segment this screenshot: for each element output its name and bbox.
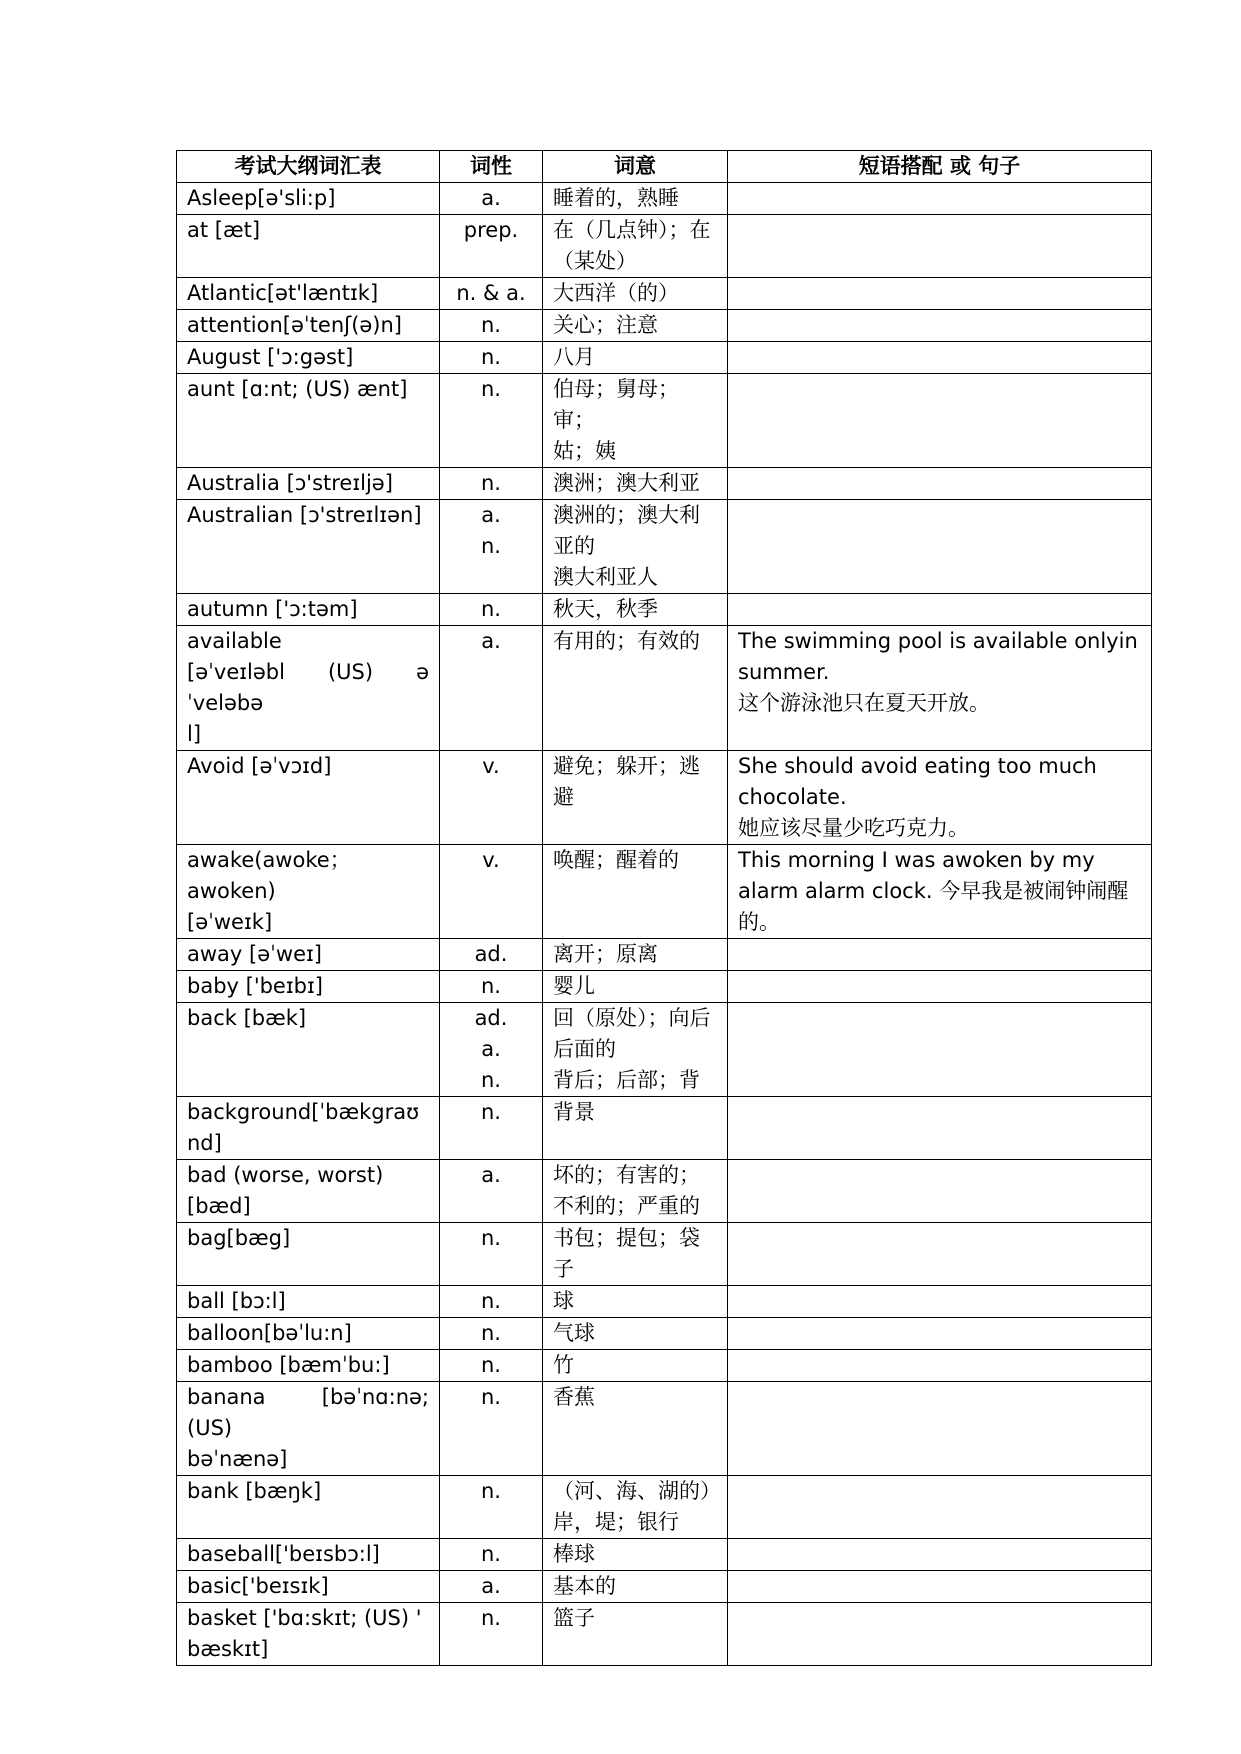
word-cell-line: background[ˈbækgraʊ bbox=[187, 1100, 420, 1124]
table-row bbox=[177, 1003, 1152, 1097]
phrase-cell bbox=[728, 1382, 1152, 1476]
part-of-speech-cell-line: n. bbox=[481, 313, 501, 337]
phrase-cell-line: chocolate. bbox=[738, 785, 847, 809]
table-row bbox=[177, 1476, 1152, 1539]
word-cell-line: bad (worse, worst) bbox=[187, 1163, 384, 1187]
table-row bbox=[177, 278, 1152, 310]
table-row bbox=[177, 1160, 1152, 1223]
table-row bbox=[177, 183, 1152, 215]
part-of-speech-cell-line: n. bbox=[481, 1068, 501, 1092]
phrase-cell bbox=[728, 342, 1152, 374]
meaning-cell-line: 子 bbox=[553, 1257, 574, 1281]
meaning-cell bbox=[543, 1318, 728, 1350]
meaning-cell-line: 大西洋（的） bbox=[553, 281, 679, 305]
meaning-cell bbox=[543, 971, 728, 1003]
meaning-cell-line: 球 bbox=[553, 1289, 574, 1313]
word-cell-line: bamboo [bæmˈbu:] bbox=[187, 1353, 390, 1377]
meaning-cell-line: 基本的 bbox=[553, 1574, 616, 1598]
word-cell bbox=[177, 1603, 440, 1666]
word-cell bbox=[177, 342, 440, 374]
meaning-cell-line: 坏的；有害的； bbox=[553, 1163, 700, 1187]
meaning-cell bbox=[543, 594, 728, 626]
meaning-cell-line: 回（原处）；向后 bbox=[553, 1006, 711, 1030]
word-cell-line: [bæd] bbox=[187, 1194, 251, 1218]
word-cell bbox=[177, 1318, 440, 1350]
word-cell bbox=[177, 1097, 440, 1160]
part-of-speech-cell bbox=[440, 751, 543, 845]
meaning-cell-line: （某处） bbox=[553, 249, 637, 273]
part-of-speech-cell-line: a. bbox=[481, 1574, 501, 1598]
part-of-speech-cell bbox=[440, 1571, 543, 1603]
word-cell-line: bæskɪt] bbox=[187, 1637, 269, 1661]
part-of-speech-cell bbox=[440, 594, 543, 626]
meaning-cell bbox=[543, 1539, 728, 1571]
part-of-speech-cell bbox=[440, 1350, 543, 1382]
part-of-speech-cell bbox=[440, 310, 543, 342]
vocabulary-table bbox=[176, 150, 1152, 1666]
phrase-cell bbox=[728, 1097, 1152, 1160]
table-header-row bbox=[177, 151, 1152, 183]
part-of-speech-cell-line: n. bbox=[481, 1542, 501, 1566]
meaning-cell bbox=[543, 374, 728, 468]
meaning-cell-line: 棒球 bbox=[553, 1542, 595, 1566]
meaning-cell bbox=[543, 1286, 728, 1318]
phrase-cell-line: This morning I was awoken by my bbox=[738, 848, 1095, 872]
part-of-speech-cell-line: a. bbox=[481, 503, 501, 527]
phrase-cell bbox=[728, 215, 1152, 278]
word-cell bbox=[177, 500, 440, 594]
part-of-speech-cell bbox=[440, 1382, 543, 1476]
word-cell-line: awake(awoke；awoken) bbox=[187, 848, 351, 903]
meaning-cell bbox=[543, 1223, 728, 1286]
part-of-speech-cell bbox=[440, 626, 543, 751]
phrase-cell bbox=[728, 594, 1152, 626]
part-of-speech-cell bbox=[440, 1223, 543, 1286]
meaning-cell-line: 避免；躲开；逃 bbox=[553, 754, 700, 778]
meaning-cell bbox=[543, 1097, 728, 1160]
header-part-of-speech: 词性 bbox=[440, 151, 543, 183]
table-row bbox=[177, 342, 1152, 374]
table-row bbox=[177, 1382, 1152, 1476]
part-of-speech-cell bbox=[440, 1318, 543, 1350]
phrase-cell bbox=[728, 845, 1152, 939]
phrase-cell bbox=[728, 1571, 1152, 1603]
phrase-cell-line: alarm alarm clock. 今早我是被闹钟闹醒 bbox=[738, 879, 1129, 903]
part-of-speech-cell-line: a. bbox=[481, 629, 501, 653]
part-of-speech-cell-line: n. bbox=[481, 1321, 501, 1345]
meaning-cell-line: 篮子 bbox=[553, 1606, 595, 1630]
meaning-cell bbox=[543, 278, 728, 310]
part-of-speech-cell bbox=[440, 183, 543, 215]
word-cell-line: [əˈveɪləbl (US) əˈveləbə bbox=[187, 660, 429, 715]
header-word: 考试大纲词汇表 bbox=[177, 151, 440, 183]
meaning-cell bbox=[543, 1476, 728, 1539]
part-of-speech-cell bbox=[440, 342, 543, 374]
table-row bbox=[177, 1603, 1152, 1666]
word-cell-line: at [æt] bbox=[187, 218, 261, 242]
part-of-speech-cell bbox=[440, 468, 543, 500]
part-of-speech-cell bbox=[440, 845, 543, 939]
word-cell-line: Australian [ɔ'streɪlɪən] bbox=[187, 503, 422, 527]
phrase-cell bbox=[728, 751, 1152, 845]
phrase-cell bbox=[728, 1003, 1152, 1097]
part-of-speech-cell bbox=[440, 1003, 543, 1097]
part-of-speech-cell-line: n. bbox=[481, 1226, 501, 1250]
part-of-speech-cell bbox=[440, 1286, 543, 1318]
word-cell bbox=[177, 626, 440, 751]
word-cell bbox=[177, 1476, 440, 1539]
phrase-cell bbox=[728, 1603, 1152, 1666]
meaning-cell bbox=[543, 468, 728, 500]
word-cell bbox=[177, 751, 440, 845]
phrase-cell-line: She should avoid eating too much bbox=[738, 754, 1097, 778]
word-cell-line: available bbox=[187, 629, 282, 653]
phrase-cell bbox=[728, 500, 1152, 594]
part-of-speech-cell bbox=[440, 278, 543, 310]
part-of-speech-cell-line: n. & a. bbox=[456, 281, 526, 305]
table-row bbox=[177, 751, 1152, 845]
table-row bbox=[177, 1350, 1152, 1382]
meaning-cell bbox=[543, 939, 728, 971]
phrase-cell bbox=[728, 468, 1152, 500]
word-cell bbox=[177, 1160, 440, 1223]
meaning-cell bbox=[543, 1003, 728, 1097]
part-of-speech-cell-line: n. bbox=[481, 974, 501, 998]
table-row bbox=[177, 1097, 1152, 1160]
meaning-cell-line: （河、海、湖的） bbox=[553, 1479, 721, 1503]
meaning-cell-line: 亚的 bbox=[553, 534, 595, 558]
part-of-speech-cell-line: n. bbox=[481, 1289, 501, 1313]
meaning-cell-line: 香蕉 bbox=[553, 1385, 595, 1409]
word-cell bbox=[177, 1382, 440, 1476]
phrase-cell bbox=[728, 626, 1152, 751]
word-cell bbox=[177, 594, 440, 626]
phrase-cell bbox=[728, 183, 1152, 215]
table-row bbox=[177, 215, 1152, 278]
word-cell-line: Asleep[ə'sli:p] bbox=[187, 186, 336, 210]
part-of-speech-cell bbox=[440, 1476, 543, 1539]
part-of-speech-cell-line: n. bbox=[481, 377, 501, 401]
meaning-cell bbox=[543, 845, 728, 939]
part-of-speech-cell-line: n. bbox=[481, 534, 501, 558]
word-cell-line: ball [bɔ:l] bbox=[187, 1289, 286, 1313]
meaning-cell-line: 澳洲的；澳大利 bbox=[553, 503, 700, 527]
word-cell-line: baby ['beɪbɪ] bbox=[187, 974, 323, 998]
word-cell-line: back [bæk] bbox=[187, 1006, 307, 1030]
phrase-cell bbox=[728, 278, 1152, 310]
word-cell bbox=[177, 468, 440, 500]
phrase-cell bbox=[728, 1476, 1152, 1539]
vocabulary-table-body bbox=[177, 183, 1152, 1666]
word-cell bbox=[177, 1571, 440, 1603]
table-row bbox=[177, 310, 1152, 342]
table-row bbox=[177, 468, 1152, 500]
word-cell-line: attention[əˈtenʃ(ə)n] bbox=[187, 313, 403, 337]
word-cell-line: l] bbox=[187, 722, 202, 746]
word-cell bbox=[177, 215, 440, 278]
table-row bbox=[177, 374, 1152, 468]
meaning-cell-line: 伯母；舅母；审； bbox=[553, 377, 679, 432]
meaning-cell bbox=[543, 1382, 728, 1476]
phrase-cell-line: The swimming pool is available onlyin bbox=[738, 629, 1138, 653]
word-cell-line: August ['ɔ:gəst] bbox=[187, 345, 354, 369]
meaning-cell-line: 背景 bbox=[553, 1100, 595, 1124]
meaning-cell-line: 背后；后部；背 bbox=[553, 1068, 700, 1092]
meaning-cell-line: 有用的；有效的 bbox=[553, 629, 700, 653]
part-of-speech-cell-line: n. bbox=[481, 1479, 501, 1503]
part-of-speech-cell-line: a. bbox=[481, 1163, 501, 1187]
word-cell-line: Avoid [əˈvɔɪd] bbox=[187, 754, 332, 778]
phrase-cell bbox=[728, 971, 1152, 1003]
phrase-cell bbox=[728, 1223, 1152, 1286]
meaning-cell-line: 后面的 bbox=[553, 1037, 616, 1061]
meaning-cell-line: 在（几点钟）；在 bbox=[553, 218, 711, 242]
phrase-cell bbox=[728, 1318, 1152, 1350]
meaning-cell-line: 关心；注意 bbox=[553, 313, 658, 337]
word-cell bbox=[177, 1286, 440, 1318]
meaning-cell-line: 避 bbox=[553, 785, 574, 809]
word-cell bbox=[177, 374, 440, 468]
meaning-cell-line: 气球 bbox=[553, 1321, 595, 1345]
part-of-speech-cell-line: v. bbox=[482, 848, 500, 872]
word-cell-line: basket ['bɑ:skɪt; (US) ' bbox=[187, 1606, 422, 1630]
part-of-speech-cell bbox=[440, 1603, 543, 1666]
phrase-cell bbox=[728, 1286, 1152, 1318]
meaning-cell-line: 澳洲；澳大利亚 bbox=[553, 471, 700, 495]
header-phrase-or-sentence: 短语搭配 或 句子 bbox=[728, 151, 1152, 183]
word-cell-line: baseball['beɪsbɔ:l] bbox=[187, 1542, 380, 1566]
meaning-cell-line: 睡着的，熟睡 bbox=[553, 186, 679, 210]
word-cell bbox=[177, 939, 440, 971]
meaning-cell bbox=[543, 215, 728, 278]
meaning-cell bbox=[543, 1603, 728, 1666]
meaning-cell bbox=[543, 1571, 728, 1603]
part-of-speech-cell bbox=[440, 971, 543, 1003]
part-of-speech-cell-line: n. bbox=[481, 1385, 501, 1409]
part-of-speech-cell-line: n. bbox=[481, 345, 501, 369]
table-row bbox=[177, 971, 1152, 1003]
word-cell-line: [əˈweɪk] bbox=[187, 910, 273, 934]
word-cell bbox=[177, 183, 440, 215]
part-of-speech-cell-line: v. bbox=[482, 754, 500, 778]
part-of-speech-cell-line: a. bbox=[481, 186, 501, 210]
word-cell bbox=[177, 310, 440, 342]
meaning-cell bbox=[543, 183, 728, 215]
word-cell-line: nd] bbox=[187, 1131, 222, 1155]
meaning-cell bbox=[543, 1160, 728, 1223]
part-of-speech-cell-line: n. bbox=[481, 1353, 501, 1377]
part-of-speech-cell-line: n. bbox=[481, 1100, 501, 1124]
phrase-cell bbox=[728, 1160, 1152, 1223]
header-meaning: 词意 bbox=[543, 151, 728, 183]
part-of-speech-cell-line: n. bbox=[481, 1606, 501, 1630]
part-of-speech-cell-line: prep. bbox=[463, 218, 519, 242]
part-of-speech-cell bbox=[440, 374, 543, 468]
meaning-cell bbox=[543, 626, 728, 751]
word-cell-line: Atlantic[ət'læntɪk] bbox=[187, 281, 379, 305]
phrase-cell-line: 这个游泳池只在夏天开放。 bbox=[738, 691, 990, 715]
word-cell-line: banana [bəˈnɑ:nə; (US) bbox=[187, 1385, 429, 1440]
table-row bbox=[177, 1539, 1152, 1571]
phrase-cell bbox=[728, 1350, 1152, 1382]
word-cell bbox=[177, 278, 440, 310]
meaning-cell-line: 姑；姨 bbox=[553, 439, 616, 463]
table-row bbox=[177, 1571, 1152, 1603]
word-cell-line: autumn ['ɔ:təm] bbox=[187, 597, 358, 621]
meaning-cell-line: 离开；原离 bbox=[553, 942, 658, 966]
meaning-cell bbox=[543, 500, 728, 594]
part-of-speech-cell-line: ad. bbox=[474, 942, 508, 966]
phrase-cell bbox=[728, 939, 1152, 971]
meaning-cell bbox=[543, 342, 728, 374]
table-row bbox=[177, 1286, 1152, 1318]
word-cell bbox=[177, 1003, 440, 1097]
part-of-speech-cell bbox=[440, 1160, 543, 1223]
meaning-cell-line: 婴儿 bbox=[553, 974, 595, 998]
table-row bbox=[177, 500, 1152, 594]
part-of-speech-cell bbox=[440, 1539, 543, 1571]
word-cell bbox=[177, 1350, 440, 1382]
word-cell-line: bank [bæŋk] bbox=[187, 1479, 322, 1503]
phrase-cell bbox=[728, 310, 1152, 342]
word-cell bbox=[177, 845, 440, 939]
phrase-cell-line: 的。 bbox=[738, 910, 780, 934]
table-row bbox=[177, 1318, 1152, 1350]
part-of-speech-cell bbox=[440, 500, 543, 594]
phrase-cell bbox=[728, 1539, 1152, 1571]
meaning-cell-line: 澳大利亚人 bbox=[553, 565, 658, 589]
part-of-speech-cell bbox=[440, 939, 543, 971]
meaning-cell bbox=[543, 751, 728, 845]
meaning-cell-line: 竹 bbox=[553, 1353, 574, 1377]
word-cell-line: bəˈnænə] bbox=[187, 1447, 288, 1471]
word-cell-line: Australia [ɔ'streɪljə] bbox=[187, 471, 393, 495]
phrase-cell bbox=[728, 374, 1152, 468]
part-of-speech-cell-line: n. bbox=[481, 471, 501, 495]
meaning-cell-line: 八月 bbox=[553, 345, 595, 369]
phrase-cell-line: summer. bbox=[738, 660, 830, 684]
meaning-cell bbox=[543, 1350, 728, 1382]
part-of-speech-cell bbox=[440, 1097, 543, 1160]
table-row bbox=[177, 594, 1152, 626]
word-cell-line: bag[bæg] bbox=[187, 1226, 291, 1250]
word-cell bbox=[177, 1223, 440, 1286]
word-cell-line: aunt [ɑ:nt; (US) ænt] bbox=[187, 377, 408, 401]
table-row bbox=[177, 939, 1152, 971]
table-row bbox=[177, 1223, 1152, 1286]
word-cell bbox=[177, 971, 440, 1003]
table-row bbox=[177, 626, 1152, 751]
meaning-cell-line: 唤醒；醒着的 bbox=[553, 848, 679, 872]
phrase-cell-line: 她应该尽量少吃巧克力。 bbox=[738, 816, 969, 840]
word-cell-line: basic['beɪsɪk] bbox=[187, 1574, 329, 1598]
word-cell bbox=[177, 1539, 440, 1571]
table-row bbox=[177, 845, 1152, 939]
meaning-cell bbox=[543, 310, 728, 342]
meaning-cell-line: 岸，堤；银行 bbox=[553, 1510, 679, 1534]
meaning-cell-line: 不利的；严重的 bbox=[553, 1194, 700, 1218]
meaning-cell-line: 书包；提包；袋 bbox=[553, 1226, 700, 1250]
word-cell-line: away [əˈweɪ] bbox=[187, 942, 322, 966]
part-of-speech-cell-line: ad. bbox=[474, 1006, 508, 1030]
part-of-speech-cell-line: a. bbox=[481, 1037, 501, 1061]
part-of-speech-cell-line: n. bbox=[481, 597, 501, 621]
word-cell-line: balloon[bəˈlu:n] bbox=[187, 1321, 352, 1345]
meaning-cell-line: 秋天，秋季 bbox=[553, 597, 658, 621]
part-of-speech-cell bbox=[440, 215, 543, 278]
